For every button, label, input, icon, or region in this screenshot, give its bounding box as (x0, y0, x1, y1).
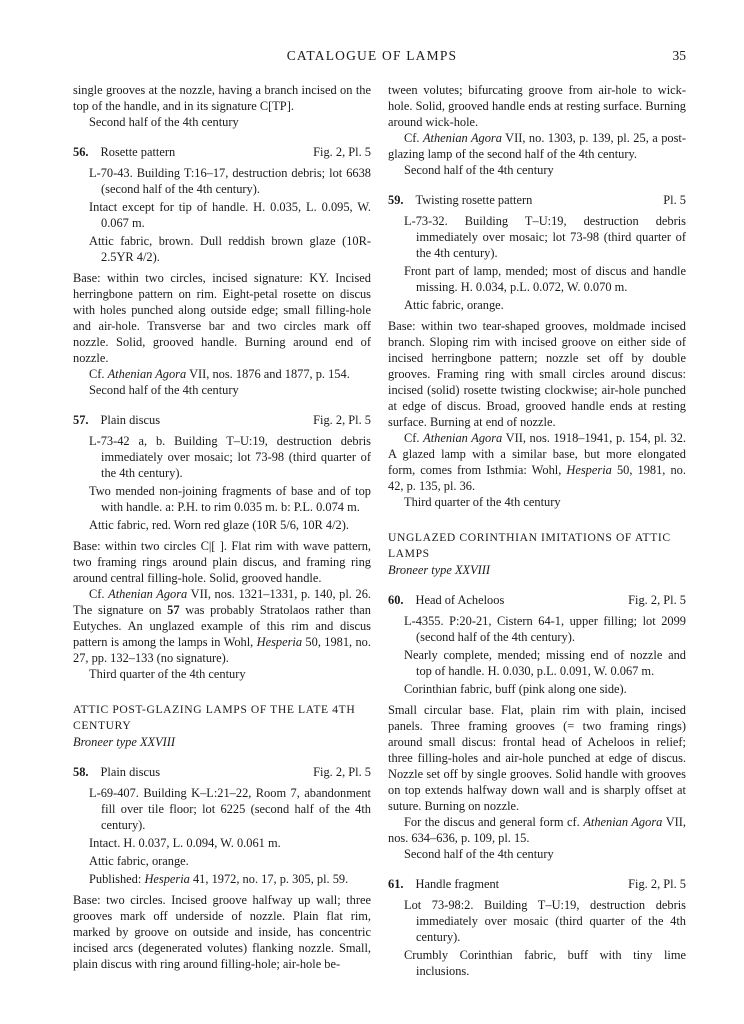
entry-59-description: Base: within two tear-shaped grooves, moldmade incised branch. Sloping rim with incised groove on either side of incised herringbone pattern; nozzle set off by double grooves. Framing ring with small circles around discus: incised (solid) rosette twisting clockwise; air-hole punched at edge of discus. Broad, grooved handle ends at resting surface. Burning at end of nozzle. (388, 319, 686, 429)
page-header (0, 48, 744, 68)
entry-59-inventory: L-73-32. Building T–U:19, destruction debris immediately over mosaic; lot 73-98 (third quarter of the 4th century). (404, 214, 686, 260)
entry-61-inventory: Lot 73-98:2. Building T–U:19, destruction debris immediately over mosaic (third quarter of the 4th century). (404, 898, 686, 944)
entry-60-comparanda: For the discus and general form cf. Athenian Agora VII, nos. 634–636, p. 109, pl. 15. (388, 815, 686, 845)
running-title: CATALOGUE OF LAMPS (286, 48, 458, 63)
page-number: 35 (672, 48, 686, 63)
left-column (73, 82, 371, 972)
entry-number: 57. (73, 413, 89, 427)
entry-60-description: Small circular base. Flat, plain rim with plain, incised panels. Three framing grooves (= two framing rings) around small discus: frontal head of Acheloos in relief; three filling-holes and air-hole punched at edge of discus. Nozzle set off by single grooves. Solid handle with grooves on top extends halfway down wall and is sharply offset at suture. Burning on nozzle. (388, 703, 686, 813)
entry-figure-ref: Fig. 2, Pl. 5 (628, 877, 686, 891)
entry-title: Rosette pattern (100, 145, 176, 159)
section-subheading: Broneer type XXVIII (388, 563, 491, 577)
entry-59-comparanda: Cf. Athenian Agora VII, nos. 1918–1941, p. 154, pl. 32. A glazed lamp with a similar base, but more elongated form, comes from Isthmia: Wohl, Hesperia 50, 1981, no. 42, p. 135, pl. 36. (388, 431, 686, 493)
entry-57-dimensions: Two mended non-joining fragments of base and of top with handle. a: P.H. to rim 0.035 m. b: P.L. 0.074 m. (89, 484, 371, 514)
right-column (388, 82, 686, 979)
entry-58-fabric: Attic fabric, orange. (89, 854, 189, 868)
entry-number: 61. (388, 877, 404, 891)
entry-57-fabric: Attic fabric, red. Worn red glaze (10R 5/6, 10R 4/2). (89, 518, 349, 532)
intro-text: single grooves at the nozzle, having a branch incised on the top of the handle, and in its signature C[TP]. (73, 83, 371, 113)
entry-59-date: Third quarter of the 4th century (404, 495, 561, 509)
entry-58-heading (73, 764, 371, 780)
entry-61-heading (388, 876, 686, 892)
entry-title: Twisting rosette pattern (415, 193, 533, 207)
entry-61-fabric: Crumbly Corinthian fabric, buff with tiny lime inclusions. (404, 948, 686, 978)
entry-60-inventory: L-4355. P:20-21, Cistern 64-1, upper filling; lot 2099 (second half of the 4th century). (404, 614, 686, 644)
entry-56-dimensions: Intact except for tip of handle. H. 0.035, L. 0.095, W. 0.067 m. (89, 200, 371, 230)
entry-58-description: Base: two circles. Incised groove halfway up wall; three grooves mark off underside of nozzle. Plain flat rim, marked by groove on outside and inside, has concentric incised arcs (degenerated volutes) flanking nozzle. Small, plain discus with ring around filling-hole; air-hole be- (73, 893, 371, 971)
entry-58-publication: Published: Hesperia 41, 1972, no. 17, p. 305, pl. 59. (89, 872, 349, 886)
entry-56-description: Base: within two circles, incised signature: KY. Incised herringbone pattern on rim. Eight-petal rosette on discus with holes punched along outside edge; small filling-hole and air-hole. Transverse bar and two circles mark off nozzle. Solid, grooved handle. Burning around end of nozzle. (73, 271, 371, 365)
entry-57-inventory: L-73-42 a, b. Building T–U:19, destruction debris immediately over mosaic; lot 73-98 (third quarter of the 4th century). (89, 434, 371, 480)
entry-58-comparanda: Cf. Athenian Agora VII, no. 1303, p. 139, pl. 25, a post-glazing lamp of the second half of the 4th century. (388, 131, 686, 161)
entry-58-date: Second half of the 4th century (404, 163, 554, 177)
entry-59-dimensions: Front part of lamp, mended; most of discus and handle missing. H. 0.034, p.L. 0.072, W. 0.070 m. (404, 264, 686, 294)
entry-57-date: Third quarter of the 4th century (89, 667, 246, 681)
entry-57-description: Base: within two circles Ϲ|[ ]. Flat rim with wave pattern, two framing rings around plain discus, and framing ring around central filling-hole. Solid, grooved handle. (73, 539, 371, 585)
entry-56-date: Second half of the 4th century (89, 383, 239, 397)
section-heading: UNGLAZED CORINTHIAN IMITATIONS OF ATTIC LAMPS (388, 531, 671, 560)
entry-60-date: Second half of the 4th century (404, 847, 554, 861)
entry-number: 59. (388, 193, 404, 207)
entry-58-dimensions: Intact. H. 0.037, L. 0.094, W. 0.061 m. (89, 836, 281, 850)
entry-56-inventory: L-70-43. Building T:16–17, destruction debris; lot 6638 (second half of the 4th century). (89, 166, 371, 196)
entry-56-fabric: Attic fabric, brown. Dull reddish brown glaze (10R-2.5YR 4/2). (89, 234, 371, 264)
entry-56-comparanda: Cf. Athenian Agora VII, nos. 1876 and 1877, p. 154. (89, 367, 350, 381)
entry-figure-ref: Fig. 2, Pl. 5 (313, 765, 371, 779)
entry-figure-ref: Pl. 5 (663, 193, 686, 207)
section-subheading: Broneer type XXVIII (73, 735, 176, 749)
entry-60-heading (388, 592, 686, 608)
entry-number: 58. (73, 765, 89, 779)
entry-title: Handle fragment (415, 877, 500, 891)
entry-57-heading (73, 412, 371, 428)
entry-60-dimensions: Nearly complete, mended; missing end of nozzle and top of handle. H. 0.030, p.L. 0.091, W. 0.067 m. (404, 648, 686, 678)
entry-56-heading (73, 144, 371, 160)
section-heading: ATTIC POST-GLAZING LAMPS OF THE LATE 4TH CENTURY (73, 703, 356, 732)
entry-60-fabric: Corinthian fabric, buff (pink along one side). (404, 682, 627, 696)
entry-figure-ref: Fig. 2, Pl. 5 (628, 593, 686, 607)
entry-title: Head of Acheloos (415, 593, 505, 607)
entry-57-comparanda: Cf. Athenian Agora VII, nos. 1321–1331, p. 140, pl. 26. The signature on 57 was probably Stratolaos rather than Eutyches. An unglazed example of this rim and discus pattern is among the lamps in Wohl, Hesperia 50, 1981, no. 27, pp. 132–133 (no signature). (73, 587, 371, 665)
entry-58-inventory: L-69-407. Building K–L:21–22, Room 7, abandonment fill over tile floor; lot 6225 (second half of the 4th century). (89, 786, 371, 832)
entry-59-fabric: Attic fabric, orange. (404, 298, 504, 312)
entry-number: 60. (388, 593, 404, 607)
entry-59-heading (388, 192, 686, 208)
entry-figure-ref: Fig. 2, Pl. 5 (313, 413, 371, 427)
entry-title: Plain discus (100, 765, 161, 779)
intro-date: Second half of the 4th century (89, 115, 239, 129)
entry-title: Plain discus (100, 413, 161, 427)
entry-figure-ref: Fig. 2, Pl. 5 (313, 145, 371, 159)
entry-58-description-continued: tween volutes; bifurcating groove from air-hole to wick-hole. Solid, grooved handle ends at resting surface. Burning around wick-hole. (388, 83, 686, 129)
entry-number: 56. (73, 145, 89, 159)
